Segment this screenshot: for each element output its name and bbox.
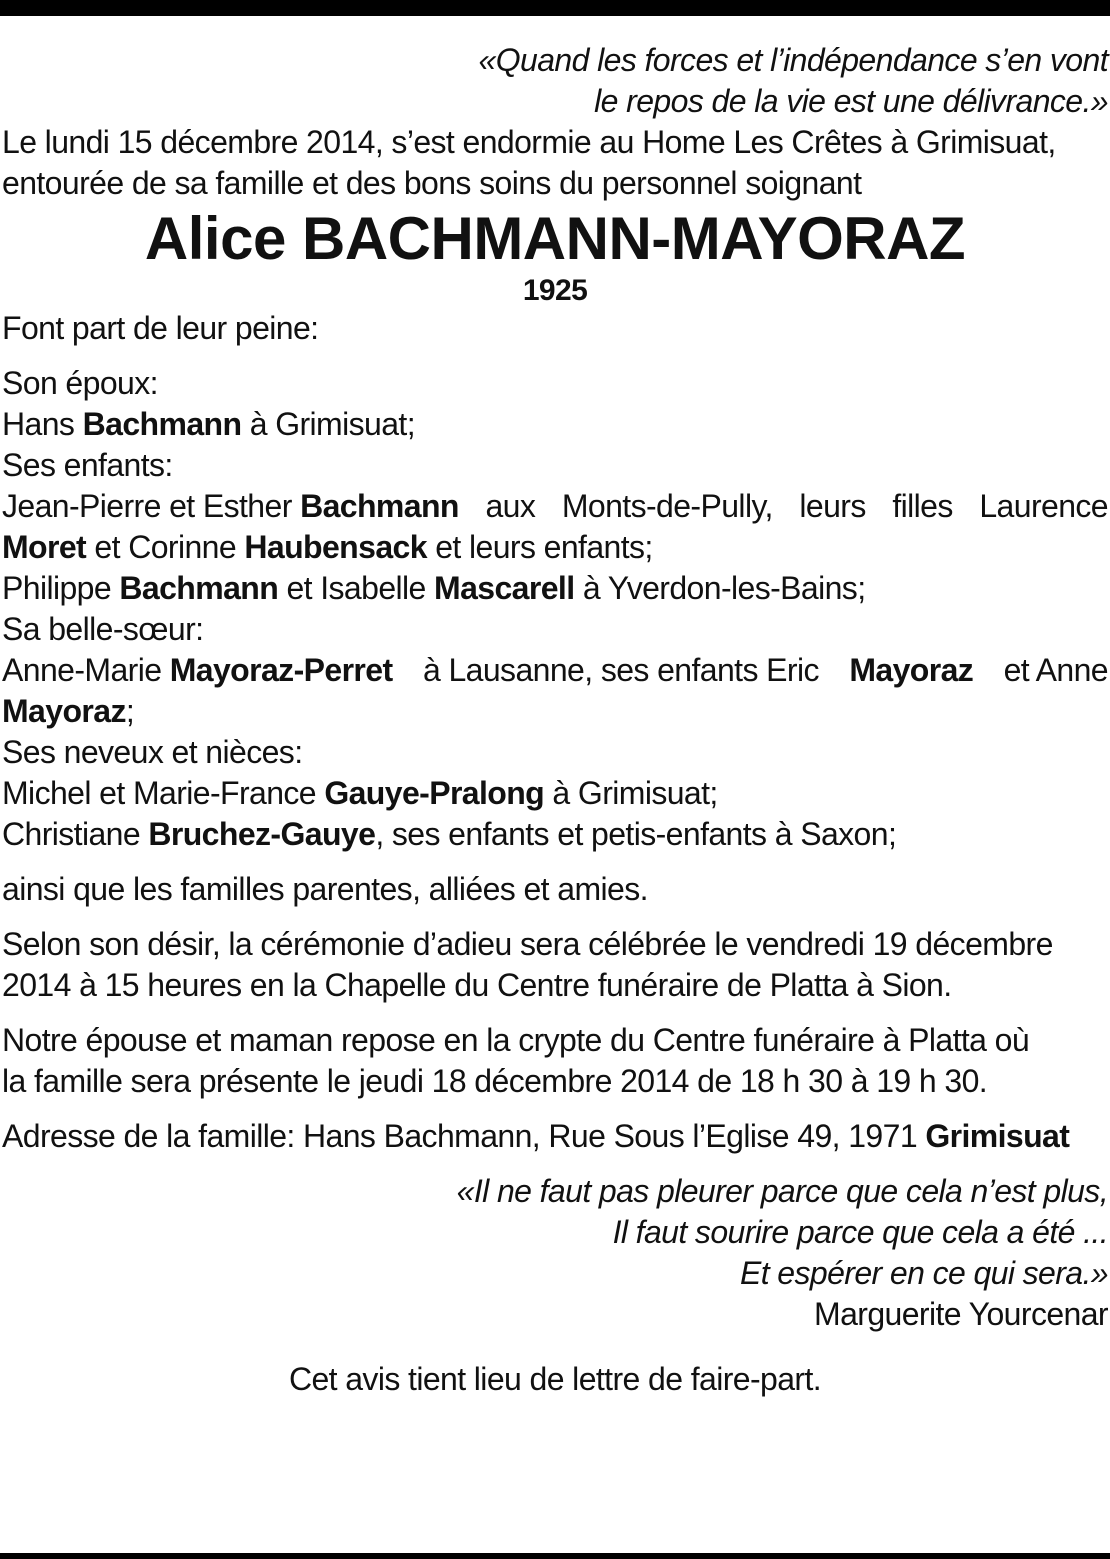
grandchildren-line xyxy=(2,527,1108,568)
intro-line: entourée de sa famille et des bons soins du personnel soignant xyxy=(2,165,862,201)
nephew-daughter-first: et Anne xyxy=(1003,652,1108,688)
viewing-paragraph xyxy=(2,1020,1108,1102)
word: Laurence xyxy=(979,488,1108,524)
sisterinlaw-heading: Sa belle-sœur: xyxy=(2,611,204,647)
birth-year: 1925 xyxy=(522,274,588,307)
grandchildren-tail: et leurs enfants; xyxy=(435,529,653,565)
spouse-line xyxy=(2,404,1108,445)
family-list xyxy=(2,363,1108,855)
grandchild2-last-name: Haubensack xyxy=(244,529,427,565)
nephew2-line xyxy=(2,814,1108,855)
nephew-son-last-name: Mayoraz xyxy=(849,652,974,688)
closing-line: Cet avis tient lieu de lettre de faire-part. xyxy=(288,1361,822,1397)
sisterinlaw-line xyxy=(2,650,1108,691)
nephews-heading: Ses neveux et nièces: xyxy=(2,734,303,770)
child2-partner-last-name: Mascarell xyxy=(434,570,575,606)
intro-line: Le lundi 15 décembre 2014, s’est endormie au Home Les Crêtes à Grimisuat, xyxy=(2,124,1056,160)
sisterinlaw-name xyxy=(2,650,393,691)
children-heading: Ses enfants: xyxy=(2,447,173,483)
closing-quote-line: Il faut sourire parce que cela a été ... xyxy=(612,1214,1108,1250)
closing-quote xyxy=(2,1171,1108,1335)
sisterinlaw-line-2 xyxy=(2,691,1108,732)
child1-line xyxy=(2,486,1108,527)
nephew1-place: à Grimisuat; xyxy=(552,775,718,811)
opening-quote-line: le repos de la vie est une délivrance.» xyxy=(594,83,1108,119)
nephew1-line xyxy=(2,773,1108,814)
sisterinlaw-last-name: Mayoraz-Perret xyxy=(169,652,393,688)
word: filles xyxy=(892,488,953,524)
nephew2-tail: , ses enfants et petis-enfants à Saxon; xyxy=(375,816,897,852)
family-address xyxy=(2,1116,1108,1157)
ceremony-line: Selon son désir, la cérémonie d’adieu sera célébrée le vendredi 19 décembre xyxy=(2,926,1053,962)
bottom-rule xyxy=(0,1553,1110,1559)
child1-first: Jean-Pierre et Esther xyxy=(2,488,292,524)
announce-line: Font part de leur peine: xyxy=(2,310,319,346)
quote-author: Marguerite Yourcenar xyxy=(814,1296,1108,1332)
relatives-line: ainsi que les familles parentes, alliées et amies. xyxy=(2,871,648,907)
nephew1-last-name: Gauye-Pralong xyxy=(324,775,545,811)
spouse-last-name: Bachmann xyxy=(82,406,242,442)
ceremony-line: 2014 à 15 heures en la Chapelle du Centre funéraire de Platta à Sion. xyxy=(2,967,952,1003)
nephew-daughter-last-name: Mayoraz xyxy=(2,693,126,729)
child1-last-name: Bachmann xyxy=(300,488,459,524)
word: Monts-de-Pully, xyxy=(561,488,773,524)
opening-quote-line: «Quand les forces et l’indépendance s’en vont xyxy=(478,42,1108,78)
deceased-name: Alice BACHMANN-MAYORAZ xyxy=(144,205,966,272)
child2-first: Philippe xyxy=(2,570,112,606)
closing-quote-line: Et espérer en ce qui sera.» xyxy=(739,1255,1108,1291)
viewing-line: Notre épouse et maman repose en la crypte du Centre funéraire à Platta où xyxy=(2,1022,1030,1058)
child2-partner-first: et Isabelle xyxy=(286,570,426,606)
opening-quote xyxy=(2,40,1108,122)
child1-first-names xyxy=(2,486,459,527)
nephew1-first: Michel et Marie-France xyxy=(2,775,317,811)
word: aux xyxy=(485,488,536,524)
address-text: Adresse de la famille: Hans Bachmann, Rue Sous l’Eglise 49, 1971 xyxy=(2,1118,918,1154)
closing-quote-line: «Il ne faut pas pleurer parce que cela n’est plus, xyxy=(456,1173,1108,1209)
punctuation: ; xyxy=(125,693,135,729)
sisterinlaw-place: à Lausanne, ses enfants Eric xyxy=(422,652,819,688)
ceremony-paragraph xyxy=(2,924,1108,1006)
spouse-place: à Grimisuat; xyxy=(249,406,415,442)
intro-paragraph xyxy=(2,122,1108,204)
word: leurs xyxy=(799,488,866,524)
address-city: Grimisuat xyxy=(925,1118,1070,1154)
viewing-line: la famille sera présente le jeudi 18 décembre 2014 de 18 h 30 à 19 h 30. xyxy=(2,1063,988,1099)
grandchild1-last-name: Moret xyxy=(2,529,87,565)
notice-body xyxy=(2,40,1108,1400)
grandchild2-first: et Corinne xyxy=(94,529,237,565)
child2-line xyxy=(2,568,1108,609)
child2-place: à Yverdon-les-Bains; xyxy=(582,570,866,606)
nephew2-first: Christiane xyxy=(2,816,141,852)
sisterinlaw-first: Anne-Marie xyxy=(2,652,162,688)
spouse-first-name: Hans xyxy=(2,406,75,442)
top-rule xyxy=(0,0,1110,16)
nephew2-last-name: Bruchez-Gauye xyxy=(148,816,376,852)
spouse-heading: Son époux: xyxy=(2,365,158,401)
child2-last-name: Bachmann xyxy=(119,570,279,606)
